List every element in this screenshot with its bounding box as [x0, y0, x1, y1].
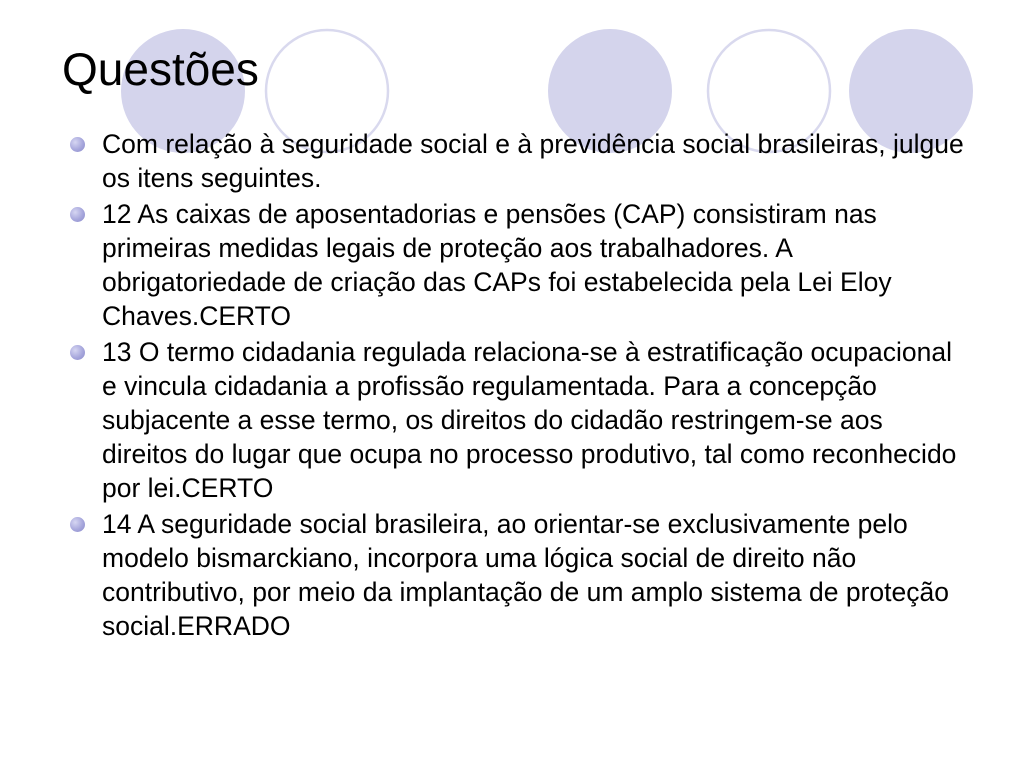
circle-bullet-icon	[70, 517, 85, 532]
bullet-list	[70, 127, 970, 645]
circle-bullet-icon	[70, 137, 85, 152]
bullet-text: 14 A seguridade social brasileira, ao orientar-se exclusivamente pelo modelo bismarckiano, incorpora uma lógica social de direito não contributivo, por meio da implantação de um amplo sistema de proteção social.ERRADO	[102, 509, 949, 641]
bullet-text: Com relação à seguridade social e à previdência social brasileiras, julgue os itens seguintes.	[102, 129, 964, 193]
bullet-text: 12 As caixas de aposentadorias e pensões (CAP) consistiram nas primeiras medidas legais de proteção aos trabalhadores. A obrigatoriedade de criação das CAPs foi estabelecida pela Lei Eloy Chaves.CERTO	[102, 199, 892, 331]
bullet-item	[70, 197, 970, 333]
bullet-item	[70, 335, 970, 505]
bullet-text: 13 O termo cidadania regulada relaciona-se à estratificação ocupacional e vincula cidadania a profissão regulamentada. Para a concepção subjacente a esse termo, os direitos do cidadão restringem-se aos direitos do lugar que ocupa no processo produtivo, tal como reconhecido por lei.CERTO	[102, 337, 957, 503]
bullet-item	[70, 127, 970, 195]
circle-bullet-icon	[70, 345, 85, 360]
circle-bullet-icon	[70, 207, 85, 222]
slide-title: Questões	[62, 43, 259, 95]
bullet-item	[70, 507, 970, 643]
